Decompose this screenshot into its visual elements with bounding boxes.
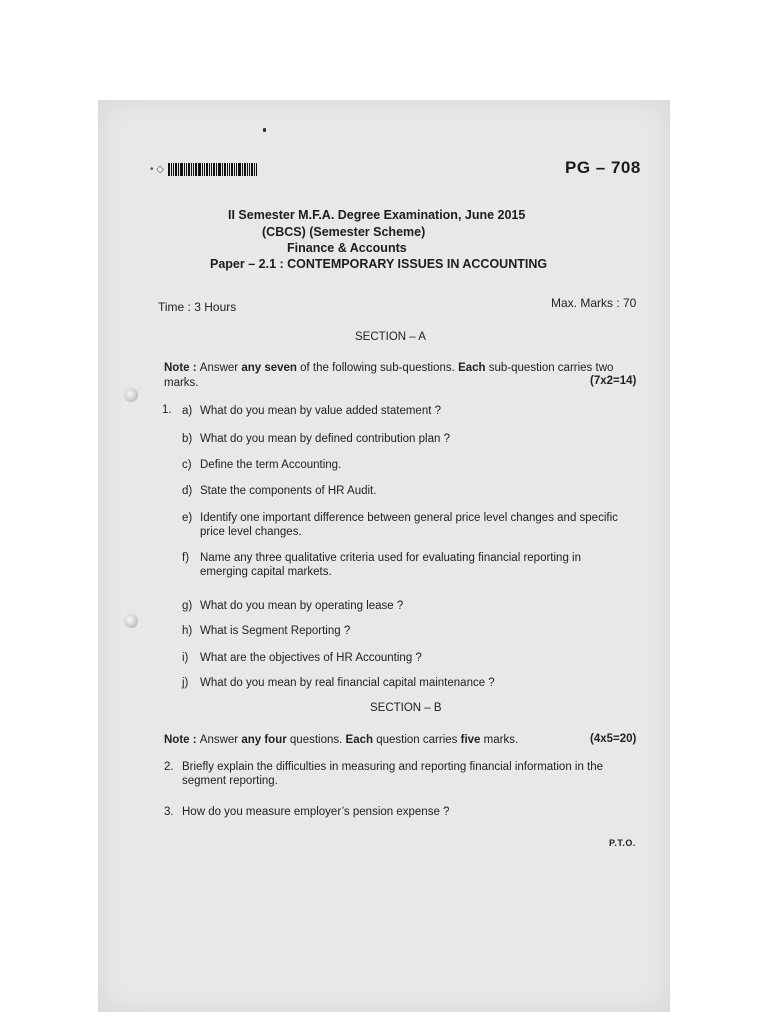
punch-hole-upper: [124, 388, 138, 402]
sub-question-text: Name any three qualitative criteria used for evaluating financial reporting in emerging capital markets.: [200, 552, 581, 578]
question-text: Briefly explain the difficulties in measuring and reporting financial information in the segment reporting.: [182, 761, 604, 787]
sub-question-text: What is Segment Reporting ?: [200, 625, 351, 637]
barcode-bar: [229, 163, 230, 176]
sub-question: [182, 651, 622, 665]
note-emphasis: Each: [458, 362, 486, 374]
note-emphasis: any seven: [241, 362, 297, 374]
sub-question-text: What are the objectives of HR Accounting ?: [200, 652, 422, 664]
barcode-bar: [227, 163, 228, 176]
barcode-bar: [204, 163, 205, 176]
sub-question-label: i): [182, 652, 189, 664]
barcode-bar: [231, 163, 233, 176]
exam-title: II Semester M.F.A. Degree Examination, June 2015: [228, 208, 526, 222]
note-emphasis: five: [460, 734, 481, 746]
section-a-marks: (7x2=14): [590, 375, 637, 387]
sub-question-text: Identify one important difference between general price level changes and specific price level changes.: [200, 512, 618, 538]
barcode-bar: [213, 163, 215, 176]
barcode-bar: [249, 163, 250, 176]
page-turn-over: P.T.O.: [609, 838, 636, 848]
sub-question-text: What do you mean by operating lease ?: [200, 600, 404, 612]
sub-question: [182, 458, 622, 472]
punch-hole-lower: [124, 614, 138, 628]
note-text: Answer: [199, 362, 242, 374]
note-text: sub-question carries two marks.: [164, 362, 614, 389]
barcode-bar: [256, 163, 257, 176]
barcode-bar: [211, 163, 212, 176]
sub-question-text: What do you mean by value added statement ?: [200, 405, 442, 417]
barcode-bar: [198, 163, 201, 176]
note-label: Note :: [164, 734, 200, 746]
note-text: Answer: [199, 734, 242, 746]
barcode-bar: [202, 163, 203, 176]
barcode-bar: [247, 163, 248, 176]
barcode: [150, 163, 258, 176]
note-emphasis: any four: [241, 734, 287, 746]
max-marks: Max. Marks : 70: [551, 296, 637, 310]
barcode-bar: [175, 163, 177, 176]
note-text: questions.: [286, 734, 346, 746]
barcode-bar: [244, 163, 246, 176]
question-text: How do you measure employer’s pension expense ?: [182, 806, 450, 818]
barcode-bar: [173, 163, 174, 176]
note-emphasis: Each: [345, 734, 374, 746]
barcode-bar: [216, 163, 217, 176]
barcode-bar: [180, 163, 183, 176]
sub-question: [182, 624, 622, 638]
note-text: question carries: [373, 734, 461, 746]
sub-question-label: f): [182, 552, 190, 564]
barcode-bar: [238, 163, 241, 176]
sub-question: [182, 551, 622, 579]
question: [164, 805, 624, 819]
sub-question: [182, 432, 622, 446]
section-a-note: [164, 361, 624, 391]
section-b-marks: (4x5=20): [590, 733, 637, 745]
sub-question-label: j): [182, 677, 189, 689]
barcode-bars: [168, 163, 258, 176]
barcode-bar: [234, 163, 235, 176]
barcode-bar: [178, 163, 179, 176]
exam-duration: Time : 3 Hours: [158, 300, 237, 314]
exam-paper-name: Paper – 2.1 : CONTEMPORARY ISSUES IN ACCOUNTING: [210, 257, 548, 271]
sub-question-label: d): [182, 485, 193, 497]
ink-speck: [263, 128, 266, 132]
sub-question-label: h): [182, 625, 193, 637]
question-number: 1.: [162, 404, 172, 416]
sub-question: [182, 484, 622, 498]
note-text: of the following sub-questions.: [296, 362, 459, 374]
sub-question-text: State the components of HR Audit.: [200, 485, 377, 497]
barcode-bar: [254, 163, 255, 176]
barcode-bar: [191, 163, 192, 176]
question-label: 3.: [164, 806, 174, 818]
barcode-bar: [209, 163, 210, 176]
sub-question-label: c): [182, 459, 192, 471]
sub-question-text: What do you mean by real financial capital maintenance ?: [200, 677, 495, 689]
barcode-prefix: • ◇: [150, 164, 164, 175]
barcode-bar: [193, 163, 194, 176]
barcode-bar: [251, 163, 253, 176]
barcode-bar: [186, 163, 187, 176]
barcode-bar: [236, 163, 237, 176]
barcode-bar: [188, 163, 190, 176]
barcode-bar: [206, 163, 208, 176]
sub-question: [182, 404, 622, 418]
note-text: marks.: [480, 734, 519, 746]
sub-question-label: a): [182, 405, 193, 417]
barcode-bar: [195, 163, 197, 176]
barcode-bar: [218, 163, 221, 176]
exam-subject: Finance & Accounts: [287, 241, 407, 255]
sub-question-label: b): [182, 433, 193, 445]
section-b-title: SECTION – B: [370, 702, 442, 714]
sub-question-label: g): [182, 600, 193, 612]
question-label: 2.: [164, 761, 174, 773]
question: [164, 760, 624, 788]
sub-question-text: Define the term Accounting.: [200, 459, 342, 471]
barcode-bar: [184, 163, 185, 176]
sub-question: [182, 599, 622, 613]
sub-question-label: e): [182, 512, 193, 524]
sub-question-text: What do you mean by defined contribution plan ?: [200, 433, 450, 445]
barcode-bar: [224, 163, 226, 176]
exam-scheme: (CBCS) (Semester Scheme): [262, 225, 426, 239]
barcode-bar: [242, 163, 243, 176]
sub-question: [182, 676, 622, 690]
section-b-note: [164, 733, 564, 748]
paper-code: PG – 708: [565, 158, 641, 177]
section-a-title: SECTION – A: [355, 331, 426, 343]
barcode-bar: [168, 163, 170, 176]
barcode-bar: [171, 163, 172, 176]
barcode-bar: [222, 163, 223, 176]
sub-question: [182, 511, 622, 539]
note-label: Note :: [164, 362, 200, 374]
